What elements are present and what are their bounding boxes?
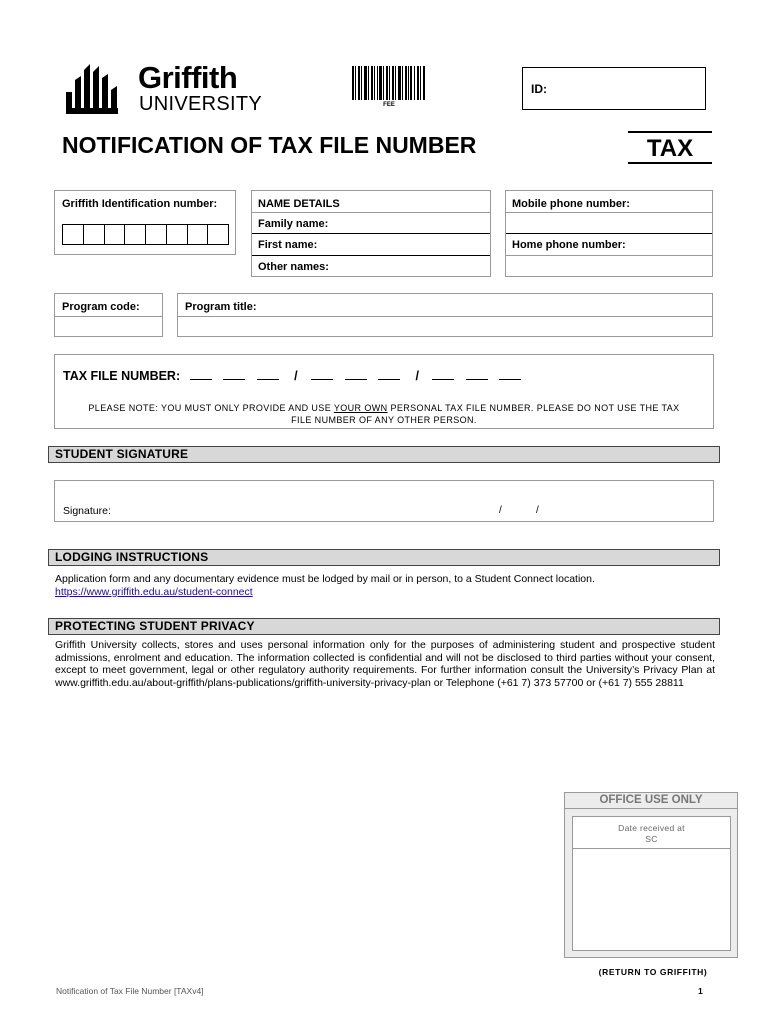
signature-label: Signature: bbox=[63, 505, 111, 517]
signature-date-sep: / bbox=[536, 505, 539, 516]
lodging-text: Application form and any documentary evidence must be lodged by mail or in person, to a Student Connect location. bbox=[55, 573, 595, 585]
logo-subname: UNIVERSITY bbox=[139, 93, 263, 115]
tfn-digit-blank bbox=[466, 371, 488, 380]
tfn-digit-blank bbox=[345, 371, 367, 380]
other-names-field[interactable] bbox=[252, 256, 490, 276]
id-digit-cell[interactable] bbox=[63, 225, 84, 244]
id-digit-cell[interactable] bbox=[84, 225, 105, 244]
home-phone-label: Home phone number: bbox=[512, 239, 626, 251]
signature-box[interactable] bbox=[54, 480, 714, 522]
family-name-field[interactable] bbox=[252, 213, 490, 233]
tfn-digit-blank bbox=[223, 371, 245, 380]
tfn-field[interactable] bbox=[63, 369, 521, 383]
id-digit-cell[interactable] bbox=[125, 225, 146, 244]
page-title: NOTIFICATION OF TAX FILE NUMBER bbox=[62, 132, 477, 158]
id-digit-cell[interactable] bbox=[105, 225, 126, 244]
date-received-label: Date received at SC bbox=[618, 823, 685, 844]
tfn-digit-blank bbox=[190, 371, 212, 380]
student-privacy-heading: PROTECTING STUDENT PRIVACY bbox=[48, 618, 720, 635]
family-name-label: Family name: bbox=[258, 218, 329, 230]
first-name-field[interactable] bbox=[252, 234, 490, 254]
barcode bbox=[352, 66, 426, 110]
id-digit-cell[interactable] bbox=[188, 225, 209, 244]
mobile-phone-label: Mobile phone number: bbox=[512, 198, 630, 210]
office-use-heading: OFFICE USE ONLY bbox=[599, 794, 703, 806]
privacy-text: Griffith University collects, stores and uses personal information only for the purposes of administering student and prospective student admissions, enrolment and education. The information collected is confidential and will not be disclosed to third parties without your consent, except to meet government, legal or other regulatory authority requirements. For further information consult the University’s Privacy Plan at www.griffith.edu.au/about-griffith/plans-publications/griffith-university-privacy-plan or Telephone (+61 7) 373 57700 or (+61 7) 555 28811 bbox=[55, 639, 715, 689]
id-digit-cell[interactable] bbox=[167, 225, 188, 244]
mobile-phone-field[interactable] bbox=[506, 191, 712, 233]
tfn-note-line2: FILE NUMBER OF ANY OTHER PERSON. bbox=[291, 415, 477, 425]
office-use-box bbox=[564, 792, 738, 958]
tfn-digit-blank bbox=[378, 371, 400, 380]
student-connect-link[interactable]: https://www.griffith.edu.au/student-connect bbox=[55, 586, 253, 598]
name-details-box bbox=[251, 190, 491, 277]
program-code-box[interactable] bbox=[54, 293, 163, 337]
date-received-box[interactable] bbox=[572, 816, 731, 951]
tfn-digit-blank bbox=[432, 371, 454, 380]
id-digit-cell[interactable] bbox=[208, 225, 228, 244]
form-code-text: TAX bbox=[646, 135, 694, 162]
signature-date-sep: / bbox=[499, 505, 502, 516]
tfn-separator: / bbox=[415, 369, 419, 383]
tfn-note-line1: PLEASE NOTE: YOU MUST ONLY PROVIDE AND USE YOUR OWN PERSONAL TAX FILE NUMBER. PLEASE DO NOT USE THE TAX bbox=[88, 403, 680, 413]
university-logo bbox=[64, 62, 276, 118]
griffith-emblem-icon bbox=[64, 62, 134, 116]
program-title-label: Program title: bbox=[185, 301, 257, 313]
footer-doc-title: Notification of Tax File Number [TAXv4] bbox=[56, 986, 204, 996]
student-signature-heading: STUDENT SIGNATURE bbox=[48, 446, 720, 463]
home-phone-field[interactable] bbox=[506, 234, 712, 276]
tfn-digit-blank bbox=[311, 371, 333, 380]
tfn-label: TAX FILE NUMBER: bbox=[63, 369, 181, 383]
first-name-label: First name: bbox=[258, 239, 318, 251]
tfn-digit-blank bbox=[499, 371, 521, 380]
id-digit-cell[interactable] bbox=[146, 225, 167, 244]
id-label: ID: bbox=[531, 82, 547, 96]
id-box[interactable] bbox=[522, 67, 706, 110]
program-code-label: Program code: bbox=[62, 301, 140, 313]
phone-box bbox=[505, 190, 713, 277]
name-details-heading: NAME DETAILS bbox=[258, 198, 340, 210]
tax-file-number-box bbox=[54, 354, 714, 429]
form-code bbox=[628, 131, 712, 164]
barcode-icon bbox=[352, 66, 426, 100]
program-title-box[interactable] bbox=[177, 293, 713, 337]
lodging-instructions-heading: LODGING INSTRUCTIONS bbox=[48, 549, 720, 566]
barcode-caption: FEE bbox=[383, 102, 395, 108]
other-names-label: Other names: bbox=[258, 261, 329, 273]
return-note: (RETURN TO GRIFFITH) bbox=[598, 967, 708, 977]
griffith-id-cells[interactable] bbox=[62, 224, 229, 245]
tfn-separator: / bbox=[294, 369, 298, 383]
griffith-id-label: Griffith Identification number: bbox=[62, 198, 218, 210]
tfn-digit-blank bbox=[257, 371, 279, 380]
footer-page-number: 1 bbox=[698, 986, 703, 996]
griffith-id-box bbox=[54, 190, 236, 255]
tfn-note bbox=[55, 402, 713, 426]
logo-name: Griffith bbox=[138, 60, 238, 95]
